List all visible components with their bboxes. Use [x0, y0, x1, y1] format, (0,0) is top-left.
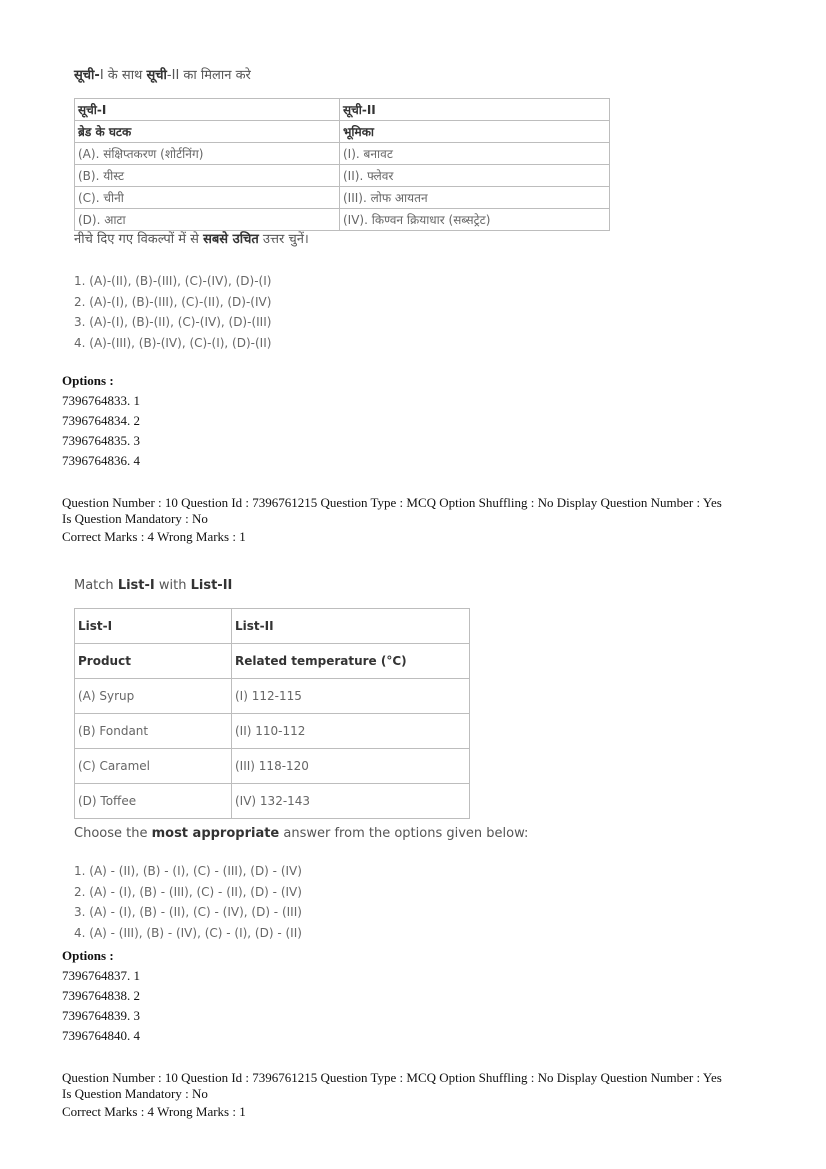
question-marks-line: Correct Marks : 4 Wrong Marks : 1: [62, 1104, 246, 1119]
table-row: [75, 165, 610, 187]
choose-instruction: नीचे दिए गए विकल्पों में से सबसे उचित उत्तर चुनें।: [74, 232, 309, 247]
options-label: Options :: [62, 373, 114, 388]
table-row: [75, 187, 610, 209]
table-cell: (II). फ्लेवर: [340, 165, 610, 187]
option-item: 7396764840. 4: [62, 1028, 140, 1043]
table-cell: List-I: [75, 609, 232, 644]
choose-instruction: Choose the most appropriate answer from the options given below:: [74, 826, 529, 841]
answer-choice: 4. (A) - (III), (B) - (IV), (C) - (I), (D) - (II): [74, 925, 302, 940]
options-label: Options :: [62, 948, 114, 963]
question-image-hindi: [74, 66, 610, 353]
table-cell: सूची-II: [340, 99, 610, 121]
table-cell: (III). लोफ आयतन: [340, 187, 610, 209]
table-row: [75, 644, 470, 679]
option-item: 7396764838. 2: [62, 988, 140, 1003]
table-cell: (C). चीनी: [75, 187, 340, 209]
table-row: [75, 121, 610, 143]
question-marks-line: Correct Marks : 4 Wrong Marks : 1: [62, 529, 246, 544]
answer-choices: [74, 271, 610, 353]
table-cell: (D). आटा: [75, 209, 340, 231]
table-cell: सूची-I: [75, 99, 340, 121]
table-cell: List-II: [232, 609, 470, 644]
match-instruction: सूची-I के साथ सूची-II का मिलान करे: [74, 68, 251, 83]
table-cell: (D) Toffee: [75, 784, 232, 819]
table-row: [75, 209, 610, 231]
option-item: 7396764836. 4: [62, 453, 140, 468]
match-table: [74, 608, 470, 819]
table-cell: ब्रेड के घटक: [75, 121, 340, 143]
answer-choice: 4. (A)-(III), (B)-(IV), (C)-(I), (D)-(II): [74, 335, 272, 350]
table-row: [75, 749, 470, 784]
question-image-english: [74, 577, 528, 943]
table-row: [75, 714, 470, 749]
option-item: 7396764835. 3: [62, 433, 140, 448]
table-cell: Product: [75, 644, 232, 679]
question-meta-line: Is Question Mandatory : No: [62, 511, 208, 526]
answer-choice: 1. (A) - (II), (B) - (I), (C) - (III), (D) - (IV): [74, 864, 302, 878]
table-cell: (I) 112-115: [232, 679, 470, 714]
option-item: 7396764839. 3: [62, 1008, 140, 1023]
match-instruction: Match List-I with List-II: [74, 578, 233, 593]
question-meta-line: Question Number : 10 Question Id : 7396761215 Question Type : MCQ Option Shuffling : No Display Question Number : Yes: [62, 1070, 722, 1085]
table-row: [75, 609, 470, 644]
option-item: 7396764833. 1: [62, 393, 140, 408]
answer-choice: 3. (A)-(I), (B)-(II), (C)-(IV), (D)-(III): [74, 315, 272, 329]
option-item: 7396764837. 1: [62, 968, 140, 983]
table-row: [75, 143, 610, 165]
table-cell: (B). यीस्ट: [75, 165, 340, 187]
table-row: [75, 99, 610, 121]
question-meta-line: Question Number : 10 Question Id : 7396761215 Question Type : MCQ Option Shuffling : No Display Question Number : Yes: [62, 495, 722, 510]
answer-choices: [74, 861, 528, 943]
table-cell: (B) Fondant: [75, 714, 232, 749]
question-meta-line: Is Question Mandatory : No: [62, 1086, 208, 1101]
table-cell: Related temperature (°C): [232, 644, 470, 679]
table-cell: भूमिका: [340, 121, 610, 143]
table-row: [75, 679, 470, 714]
table-cell: (A) Syrup: [75, 679, 232, 714]
table-row: [75, 784, 470, 819]
table-cell: (I). बनावट: [340, 143, 610, 165]
answer-choice: 2. (A)-(I), (B)-(III), (C)-(II), (D)-(IV): [74, 294, 272, 309]
table-cell: (A). संक्षिप्तकरण (शोर्टनिंग): [75, 143, 340, 165]
match-table: [74, 98, 610, 231]
answer-choice: 1. (A)-(II), (B)-(III), (C)-(IV), (D)-(I): [74, 274, 272, 288]
options-block: [62, 946, 140, 1046]
table-cell: (IV) 132-143: [232, 784, 470, 819]
answer-choice: 2. (A) - (I), (B) - (III), (C) - (II), (D) - (IV): [74, 884, 302, 899]
answer-choice: 3. (A) - (I), (B) - (II), (C) - (IV), (D) - (III): [74, 905, 302, 919]
options-block: [62, 371, 140, 471]
option-item: 7396764834. 2: [62, 413, 140, 428]
table-cell: (II) 110-112: [232, 714, 470, 749]
question-meta: [62, 495, 722, 547]
table-cell: (IV). किण्वन क्रियाधार (सब्सट्रेट): [340, 209, 610, 231]
question-meta: [62, 1070, 722, 1122]
table-cell: (C) Caramel: [75, 749, 232, 784]
table-cell: (III) 118-120: [232, 749, 470, 784]
